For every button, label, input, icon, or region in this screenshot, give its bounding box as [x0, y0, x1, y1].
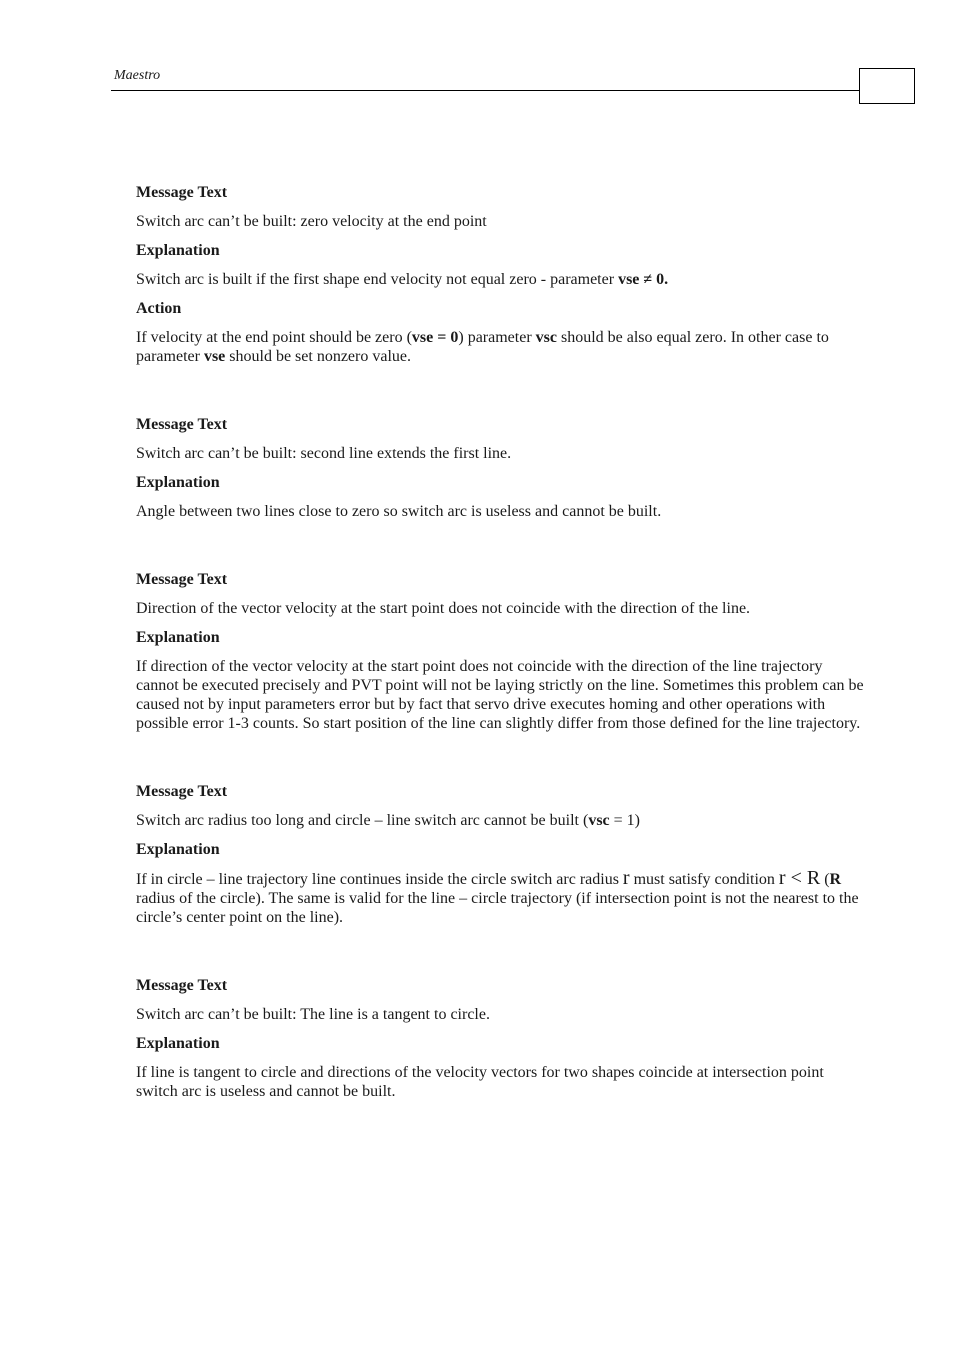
- action-segment: should be also equal zero. In other case to parameter: [136, 329, 829, 365]
- parameter-name: R: [829, 871, 842, 888]
- explanation-segment: If in circle – line trajectory line continues inside the circle switch arc radius: [136, 871, 623, 888]
- explanation-segment: Switch arc is built if the first shape end velocity not equal zero - parameter: [136, 271, 619, 288]
- message-text: Switch arc can’t be built: zero velocity at the end point: [136, 213, 487, 230]
- explanation-text: If line is tangent to circle and directions of the velocity vectors for two shapes coincide at intersection point switch arc is useless and cannot be built.: [136, 1064, 824, 1100]
- document-content: [136, 183, 866, 1150]
- explanation-segment: radius of the circle). The same is valid for the line – circle trajectory (if intersection point is not the nearest to the circle’s center point on the line).: [136, 890, 859, 926]
- action-segment: should be set nonzero value.: [225, 348, 412, 365]
- action-segment: If velocity at the end point should be zero (: [136, 329, 412, 346]
- error-entry: [136, 976, 866, 1101]
- error-entry: [136, 570, 866, 733]
- message-segment: Switch arc radius too long and circle – line switch arc cannot be built (: [136, 812, 589, 829]
- parameter-name: vse = 0: [411, 329, 459, 346]
- explanation-label: Explanation: [136, 1035, 220, 1052]
- message-text-label: Message Text: [136, 416, 228, 433]
- action-segment: ) parameter: [458, 329, 536, 346]
- parameter-name: vsc: [588, 812, 610, 829]
- explanation-text: If direction of the vector velocity at the start point does not coincide with the direction of the line trajectory cannot be executed precisely and PVT point will not be laying strictly on the line. Sometimes this problem can be caused not by input parameters error but by fact that servo drive executes homing and other operations with possible error 1-3 counts. So start position of the line can slightly differ from those defined for the line trajectory.: [136, 658, 864, 732]
- explanation-label: Explanation: [136, 629, 220, 646]
- explanation-label: Explanation: [136, 841, 220, 858]
- message-text: [136, 811, 866, 830]
- parameter-name: vse: [203, 348, 226, 365]
- message-text-label: Message Text: [136, 783, 228, 800]
- message-text: Direction of the vector velocity at the start point does not coincide with the direction of the line.: [136, 600, 751, 617]
- header-rule: [111, 90, 860, 91]
- variable-symbol: r < R: [778, 867, 821, 889]
- message-text-label: Message Text: [136, 184, 228, 201]
- error-entry: [136, 415, 866, 521]
- parameter-name: vsc: [535, 329, 557, 346]
- action-label: Action: [136, 300, 182, 317]
- page-number-box: [859, 68, 915, 104]
- explanation-text: [136, 869, 866, 927]
- message-text-label: Message Text: [136, 571, 228, 588]
- variable-symbol: r: [622, 867, 630, 889]
- action-text: [136, 328, 866, 366]
- message-text-label: Message Text: [136, 977, 228, 994]
- message-text: Switch arc can’t be built: second line extends the first line.: [136, 445, 512, 462]
- header-title: Maestro: [114, 68, 161, 83]
- explanation-label: Explanation: [136, 474, 220, 491]
- error-entry: [136, 183, 866, 366]
- explanation-segment: (: [820, 871, 830, 888]
- explanation-text: [136, 270, 866, 289]
- explanation-label: Explanation: [136, 242, 220, 259]
- parameter-name: vse ≠ 0.: [618, 271, 669, 288]
- explanation-text: Angle between two lines close to zero so switch arc is useless and cannot be built.: [136, 503, 662, 520]
- explanation-segment: must satisfy condition: [629, 871, 779, 888]
- message-text: Switch arc can’t be built: The line is a tangent to circle.: [136, 1006, 490, 1023]
- message-segment: = 1): [609, 812, 640, 829]
- error-entry: [136, 782, 866, 927]
